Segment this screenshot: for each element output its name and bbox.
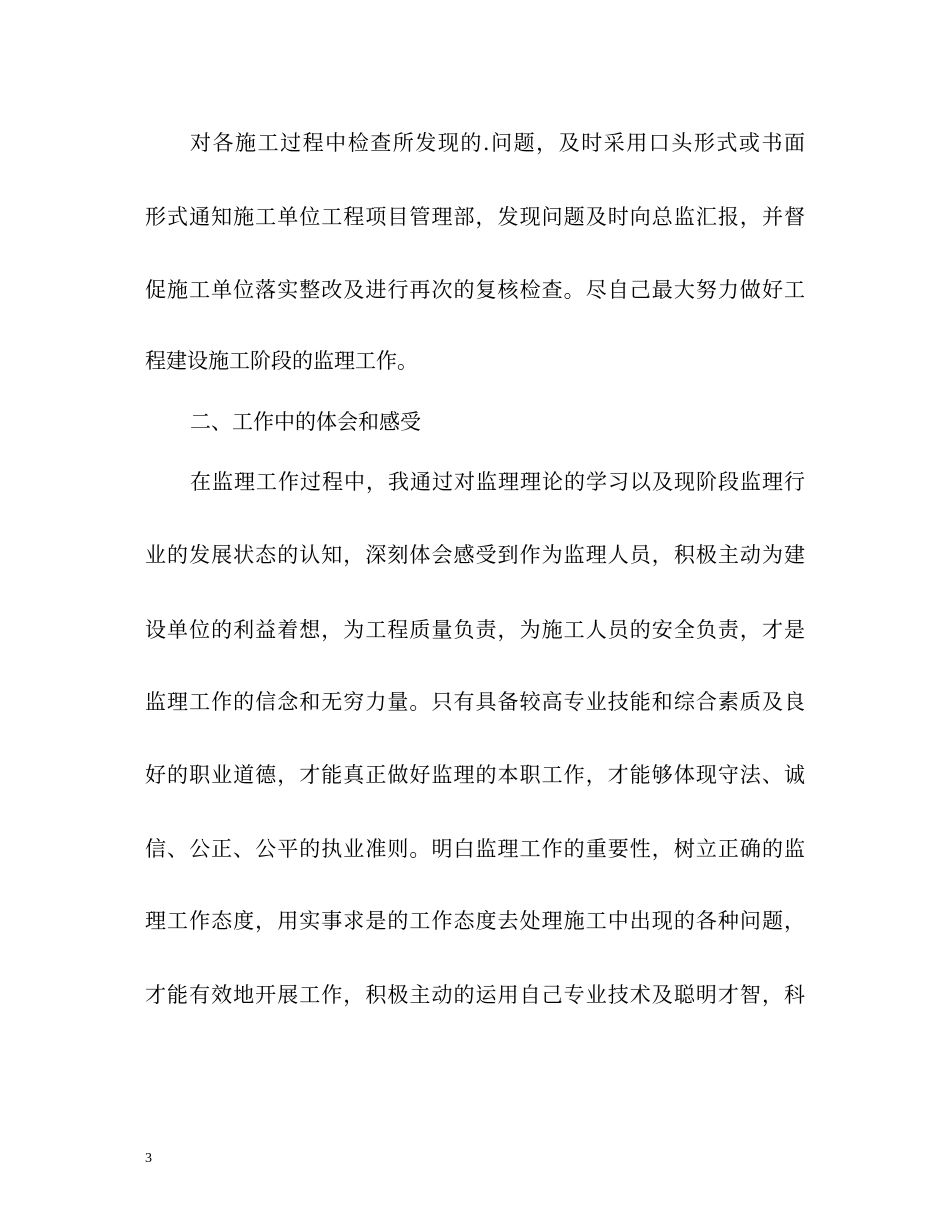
paragraph-1-line-1: 对各施工过程中检查所发现的.问题，及时采用口头形式或书面 [190,131,805,155]
paragraph-2-line-5: 好的职业道德，才能真正做好监理的本职工作，才能够体现守法、诚 [145,763,805,787]
paragraph-2-line-7: 理工作态度，用实事求是的工作态度去处理施工中出现的各种问题， [145,909,805,933]
paragraph-1-line-2: 形式通知施工单位工程项目管理部，发现问题及时向总监汇报，并督 [145,205,805,229]
paragraph-2-line-2: 业的发展状态的认知，深刻体会感受到作为监理人员，积极主动为建 [145,543,805,567]
paragraph-2-line-8: 才能有效地开展工作，积极主动的运用自己专业技术及聪明才智，科 [145,983,805,1007]
paragraph-1-line-3: 促施工单位落实整改及进行再次的复核检查。尽自己最大努力做好工 [145,278,805,302]
paragraph-2-line-6: 信、公正、公平的执业准则。明白监理工作的重要性，树立正确的监 [145,837,805,861]
page-number: 3 [145,1151,152,1166]
paragraph-2-line-4: 监理工作的信念和无穷力量。只有具备较高专业技能和综合素质及良 [145,690,805,714]
paragraph-2-line-3: 设单位的利益着想，为工程质量负责，为施工人员的安全负责，才是 [145,618,805,642]
paragraph-1-line-4: 程建设施工阶段的监理工作。 [145,349,418,373]
section-heading: 二、工作中的体会和感受 [190,410,421,434]
paragraph-2-line-1: 在监理工作过程中，我通过对监理理论的学习以及现阶段监理行 [190,470,805,494]
